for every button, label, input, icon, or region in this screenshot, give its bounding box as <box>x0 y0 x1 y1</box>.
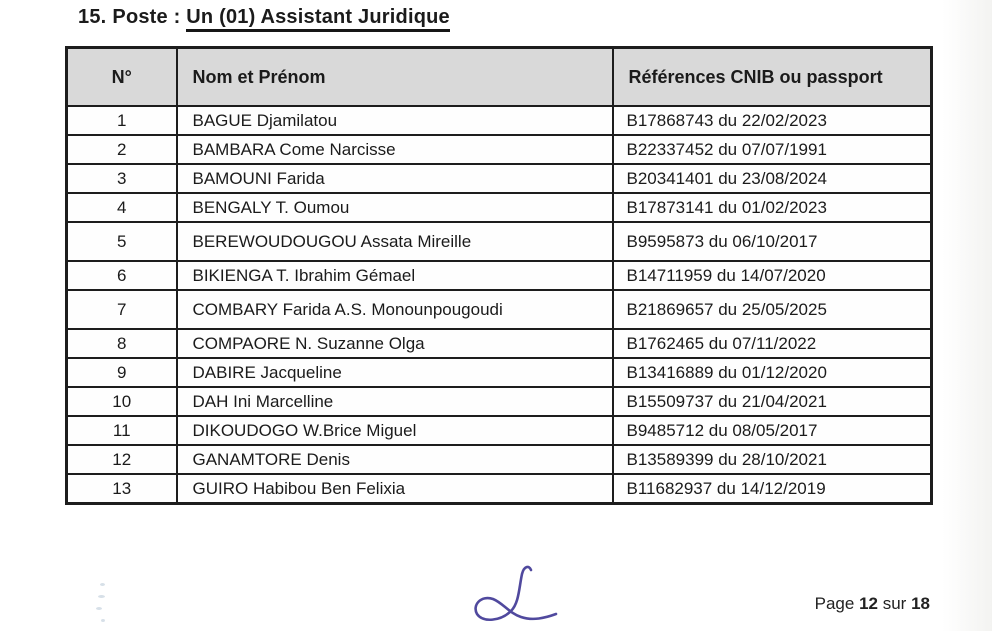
candidate-name: BAMOUNI Farida <box>177 164 613 193</box>
cnib-reference: B9485712 du 08/05/2017 <box>613 416 932 445</box>
candidate-name: DAH Ini Marcelline <box>177 387 613 416</box>
title-label: Poste : <box>112 6 181 28</box>
table-row <box>67 445 932 474</box>
header-name: Nom et Prénom <box>177 48 613 107</box>
candidate-name: BENGALY T. Oumou <box>177 193 613 222</box>
table-row <box>67 106 932 135</box>
table-row <box>67 474 932 504</box>
row-number: 11 <box>67 416 177 445</box>
candidate-name: BAMBARA Come Narcisse <box>177 135 613 164</box>
table-row <box>67 290 932 329</box>
table-row <box>67 416 932 445</box>
cnib-reference: B13416889 du 01/12/2020 <box>613 358 932 387</box>
header-reference: Références CNIB ou passport <box>613 48 932 107</box>
row-number: 13 <box>67 474 177 504</box>
ink-smudge <box>94 583 108 625</box>
table-row <box>67 135 932 164</box>
row-number: 7 <box>67 290 177 329</box>
cnib-reference: B11682937 du 14/12/2019 <box>613 474 932 504</box>
table-body <box>67 106 932 504</box>
candidate-name: DABIRE Jacqueline <box>177 358 613 387</box>
cnib-reference: B22337452 du 07/07/1991 <box>613 135 932 164</box>
cnib-reference: B20341401 du 23/08/2024 <box>613 164 932 193</box>
table-row <box>67 329 932 358</box>
candidate-name: BEREWOUDOUGOU Assata Mireille <box>177 222 613 261</box>
row-number: 10 <box>67 387 177 416</box>
page-label: Page <box>814 594 855 613</box>
candidate-name: GANAMTORE Denis <box>177 445 613 474</box>
row-number: 4 <box>67 193 177 222</box>
cnib-reference: B13589399 du 28/10/2021 <box>613 445 932 474</box>
candidates-table <box>65 46 933 505</box>
row-number: 12 <box>67 445 177 474</box>
cnib-reference: B14711959 du 14/07/2020 <box>613 261 932 290</box>
row-number: 3 <box>67 164 177 193</box>
cnib-reference: B15509737 du 21/04/2021 <box>613 387 932 416</box>
candidate-name: GUIRO Habibou Ben Felixia <box>177 474 613 504</box>
row-number: 9 <box>67 358 177 387</box>
table-row <box>67 164 932 193</box>
cnib-reference: B17873141 du 01/02/2023 <box>613 193 932 222</box>
table-header-row <box>67 48 932 107</box>
table-header <box>67 48 932 107</box>
cnib-reference: B21869657 du 25/05/2025 <box>613 290 932 329</box>
header-number: N° <box>67 48 177 107</box>
table-row <box>67 193 932 222</box>
table-row <box>67 261 932 290</box>
table-row <box>67 222 932 261</box>
row-number: 5 <box>67 222 177 261</box>
candidate-name: COMBARY Farida A.S. Monounpougoudi <box>177 290 613 329</box>
table-row <box>67 358 932 387</box>
page-number <box>815 594 930 614</box>
candidate-name: COMPAORE N. Suzanne Olga <box>177 329 613 358</box>
row-number: 2 <box>67 135 177 164</box>
candidate-name: BAGUE Djamilatou <box>177 106 613 135</box>
table-row <box>67 387 932 416</box>
cnib-reference: B17868743 du 22/02/2023 <box>613 106 932 135</box>
handwritten-alpha-initial-icon <box>443 563 563 629</box>
page-total: 18 <box>911 594 930 613</box>
row-number: 6 <box>67 261 177 290</box>
page-current: 12 <box>859 594 878 613</box>
page-separator: sur <box>882 594 907 613</box>
cnib-reference: B1762465 du 07/11/2022 <box>613 329 932 358</box>
page-title <box>78 6 450 29</box>
row-number: 1 <box>67 106 177 135</box>
candidate-name: BIKIENGA T. Ibrahim Gémael <box>177 261 613 290</box>
title-number: 15. <box>78 6 107 28</box>
title-position: Un (01) Assistant Juridique <box>186 6 450 32</box>
cnib-reference: B9595873 du 06/10/2017 <box>613 222 932 261</box>
candidate-name: DIKOUDOGO W.Brice Miguel <box>177 416 613 445</box>
row-number: 8 <box>67 329 177 358</box>
